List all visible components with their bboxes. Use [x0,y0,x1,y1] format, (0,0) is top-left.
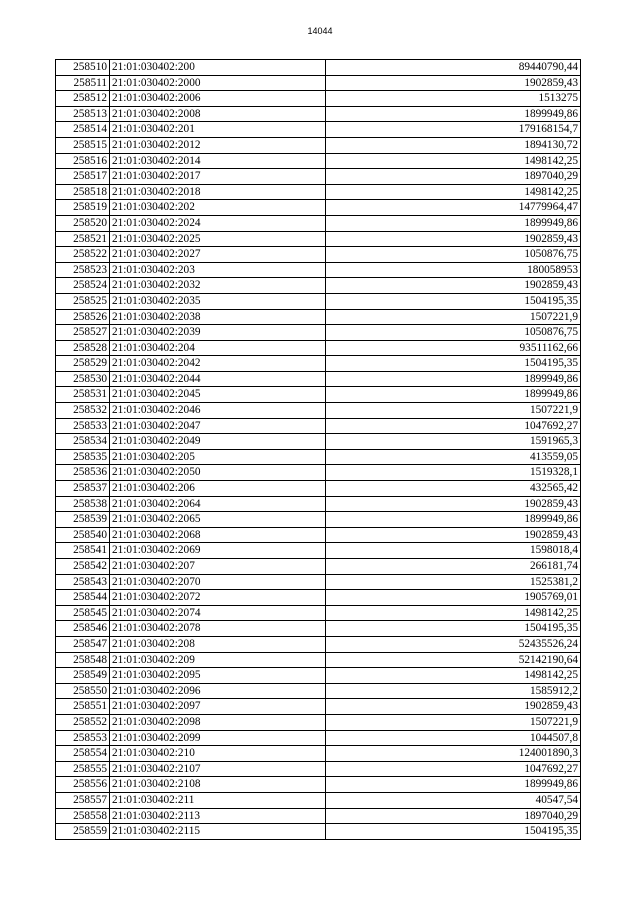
cadastral-value-cell: 1050876,75 [326,325,581,341]
table-row [56,605,581,621]
table-row [56,808,581,824]
table-row [56,262,581,278]
row-number-cell: 258531 [56,387,110,403]
cadastral-number-cell: 21:01:030402:211 [110,792,326,808]
row-number-cell: 258553 [56,730,110,746]
table-row [56,543,581,559]
row-number-cell: 258514 [56,122,110,138]
table-row [56,371,581,387]
cadastral-value-cell: 1519328,1 [326,465,581,481]
row-number-cell: 258551 [56,699,110,715]
cadastral-value-cell: 432565,42 [326,481,581,497]
table-row [56,512,581,528]
row-number-cell: 258541 [56,543,110,559]
row-number-cell: 258524 [56,278,110,294]
row-number-cell: 258528 [56,340,110,356]
cadastral-value-cell: 1513275 [326,91,581,107]
table-row [56,91,581,107]
table-row [56,137,581,153]
cadastral-number-cell: 21:01:030402:2032 [110,278,326,294]
table-row [56,746,581,762]
table-row [56,231,581,247]
cadastral-value-cell: 1504195,35 [326,356,581,372]
row-number-cell: 258558 [56,808,110,824]
cadastral-number-cell: 21:01:030402:2069 [110,543,326,559]
row-number-cell: 258517 [56,169,110,185]
table-row [56,761,581,777]
cadastral-value-table [55,59,581,840]
cadastral-value-cell: 1899949,86 [326,777,581,793]
row-number-cell: 258539 [56,512,110,528]
cadastral-number-cell: 21:01:030402:2107 [110,761,326,777]
cadastral-number-cell: 21:01:030402:2099 [110,730,326,746]
cadastral-value-cell: 1585912,2 [326,683,581,699]
cadastral-number-cell: 21:01:030402:206 [110,481,326,497]
cadastral-value-cell: 52435526,24 [326,636,581,652]
cadastral-value-cell: 180058953 [326,262,581,278]
row-number-cell: 258512 [56,91,110,107]
cadastral-value-cell: 1902859,43 [326,75,581,91]
row-number-cell: 258552 [56,714,110,730]
cadastral-value-cell: 266181,74 [326,559,581,575]
cadastral-number-cell: 21:01:030402:2064 [110,496,326,512]
table-row [56,356,581,372]
row-number-cell: 258537 [56,481,110,497]
row-number-cell: 258534 [56,434,110,450]
cadastral-value-cell: 1498142,25 [326,153,581,169]
row-number-cell: 258525 [56,293,110,309]
cadastral-value-cell: 1899949,86 [326,371,581,387]
row-number-cell: 258510 [56,60,110,76]
cadastral-number-cell: 21:01:030402:208 [110,636,326,652]
row-number-cell: 258532 [56,403,110,419]
table-row [56,340,581,356]
cadastral-number-cell: 21:01:030402:2072 [110,590,326,606]
table-body [56,60,581,840]
row-number-cell: 258516 [56,153,110,169]
cadastral-number-cell: 21:01:030402:2070 [110,574,326,590]
cadastral-number-cell: 21:01:030402:203 [110,262,326,278]
row-number-cell: 258540 [56,527,110,543]
cadastral-number-cell: 21:01:030402:2000 [110,75,326,91]
table-row [56,200,581,216]
row-number-cell: 258515 [56,137,110,153]
cadastral-number-cell: 21:01:030402:2074 [110,605,326,621]
row-number-cell: 258523 [56,262,110,278]
cadastral-value-cell: 1591965,3 [326,434,581,450]
cadastral-number-cell: 21:01:030402:2096 [110,683,326,699]
cadastral-value-cell: 413559,05 [326,449,581,465]
table-row [56,730,581,746]
cadastral-number-cell: 21:01:030402:2044 [110,371,326,387]
cadastral-number-cell: 21:01:030402:207 [110,559,326,575]
cadastral-value-cell: 1507221,9 [326,714,581,730]
cadastral-value-cell: 179168154,7 [326,122,581,138]
cadastral-number-cell: 21:01:030402:202 [110,200,326,216]
cadastral-number-cell: 21:01:030402:2038 [110,309,326,325]
table-row [56,699,581,715]
cadastral-value-cell: 1902859,43 [326,278,581,294]
cadastral-value-cell: 1507221,9 [326,403,581,419]
table-row [56,559,581,575]
cadastral-number-cell: 21:01:030402:2024 [110,215,326,231]
cadastral-number-cell: 21:01:030402:2046 [110,403,326,419]
cadastral-value-cell: 1504195,35 [326,621,581,637]
cadastral-number-cell: 21:01:030402:2097 [110,699,326,715]
cadastral-number-cell: 21:01:030402:210 [110,746,326,762]
cadastral-value-cell: 1498142,25 [326,668,581,684]
table-row [56,309,581,325]
cadastral-number-cell: 21:01:030402:2047 [110,418,326,434]
cadastral-number-cell: 21:01:030402:2098 [110,714,326,730]
row-number-cell: 258545 [56,605,110,621]
cadastral-value-cell: 1525381,2 [326,574,581,590]
table-row [56,621,581,637]
cadastral-value-cell: 52142190,64 [326,652,581,668]
table-row [56,106,581,122]
table-row [56,777,581,793]
table-row [56,325,581,341]
row-number-cell: 258542 [56,559,110,575]
cadastral-number-cell: 21:01:030402:2018 [110,184,326,200]
row-number-cell: 258521 [56,231,110,247]
cadastral-number-cell: 21:01:030402:2025 [110,231,326,247]
row-number-cell: 258538 [56,496,110,512]
table-row [56,278,581,294]
cadastral-value-cell: 40547,54 [326,792,581,808]
table-row [56,75,581,91]
cadastral-value-cell: 1899949,86 [326,387,581,403]
cadastral-number-cell: 21:01:030402:205 [110,449,326,465]
cadastral-value-cell: 1050876,75 [326,247,581,263]
cadastral-value-cell: 1902859,43 [326,527,581,543]
cadastral-number-cell: 21:01:030402:2035 [110,293,326,309]
cadastral-value-cell: 1899949,86 [326,215,581,231]
table-row [56,668,581,684]
table-row [56,153,581,169]
cadastral-number-cell: 21:01:030402:2065 [110,512,326,528]
table-row [56,387,581,403]
cadastral-value-cell: 1598018,4 [326,543,581,559]
cadastral-value-cell: 124001890,3 [326,746,581,762]
row-number-cell: 258533 [56,418,110,434]
cadastral-number-cell: 21:01:030402:2008 [110,106,326,122]
cadastral-number-cell: 21:01:030402:209 [110,652,326,668]
row-number-cell: 258535 [56,449,110,465]
cadastral-value-cell: 1498142,25 [326,605,581,621]
table-row [56,792,581,808]
cadastral-number-cell: 21:01:030402:2108 [110,777,326,793]
row-number-cell: 258527 [56,325,110,341]
row-number-cell: 258544 [56,590,110,606]
cadastral-number-cell: 21:01:030402:2095 [110,668,326,684]
cadastral-value-cell: 1899949,86 [326,106,581,122]
table-row [56,122,581,138]
table-row [56,652,581,668]
row-number-cell: 258555 [56,761,110,777]
row-number-cell: 258536 [56,465,110,481]
cadastral-value-cell: 1504195,35 [326,824,581,840]
table-row [56,683,581,699]
row-number-cell: 258513 [56,106,110,122]
cadastral-value-cell: 1897040,29 [326,169,581,185]
table-row [56,714,581,730]
table-row [56,636,581,652]
table-row [56,465,581,481]
table-row [56,527,581,543]
cadastral-value-cell: 93511162,66 [326,340,581,356]
cadastral-number-cell: 21:01:030402:2113 [110,808,326,824]
cadastral-number-cell: 21:01:030402:2050 [110,465,326,481]
cadastral-value-cell: 14779964,47 [326,200,581,216]
cadastral-value-cell: 1504195,35 [326,293,581,309]
table-row [56,403,581,419]
row-number-cell: 258547 [56,636,110,652]
row-number-cell: 258554 [56,746,110,762]
cadastral-value-cell: 1902859,43 [326,699,581,715]
row-number-cell: 258511 [56,75,110,91]
cadastral-number-cell: 21:01:030402:2078 [110,621,326,637]
table-row [56,449,581,465]
table-row [56,215,581,231]
cadastral-number-cell: 21:01:030402:2014 [110,153,326,169]
cadastral-number-cell: 21:01:030402:2115 [110,824,326,840]
page-number: 14044 [307,26,333,36]
row-number-cell: 258529 [56,356,110,372]
row-number-cell: 258530 [56,371,110,387]
table-row [56,247,581,263]
cadastral-number-cell: 21:01:030402:200 [110,60,326,76]
cadastral-value-cell: 1902859,43 [326,496,581,512]
cadastral-value-cell: 1905769,01 [326,590,581,606]
table-row [56,60,581,76]
table-row [56,169,581,185]
row-number-cell: 258548 [56,652,110,668]
cadastral-number-cell: 21:01:030402:201 [110,122,326,138]
table-row [56,293,581,309]
cadastral-value-cell: 1047692,27 [326,418,581,434]
table-row [56,824,581,840]
table-row [56,481,581,497]
cadastral-number-cell: 21:01:030402:2049 [110,434,326,450]
cadastral-number-cell: 21:01:030402:2045 [110,387,326,403]
cadastral-number-cell: 21:01:030402:2068 [110,527,326,543]
cadastral-value-cell: 1507221,9 [326,309,581,325]
row-number-cell: 258546 [56,621,110,637]
table-row [56,574,581,590]
cadastral-number-cell: 21:01:030402:204 [110,340,326,356]
cadastral-value-cell: 1894130,72 [326,137,581,153]
cadastral-value-cell: 89440790,44 [326,60,581,76]
cadastral-value-cell: 1897040,29 [326,808,581,824]
cadastral-number-cell: 21:01:030402:2039 [110,325,326,341]
cadastral-value-cell: 1498142,25 [326,184,581,200]
row-number-cell: 258522 [56,247,110,263]
row-number-cell: 258518 [56,184,110,200]
cadastral-number-cell: 21:01:030402:2006 [110,91,326,107]
cadastral-value-cell: 1047692,27 [326,761,581,777]
table-row [56,184,581,200]
row-number-cell: 258559 [56,824,110,840]
row-number-cell: 258550 [56,683,110,699]
cadastral-value-cell: 1044507,8 [326,730,581,746]
cadastral-value-cell: 1902859,43 [326,231,581,247]
table-row [56,496,581,512]
row-number-cell: 258543 [56,574,110,590]
row-number-cell: 258557 [56,792,110,808]
row-number-cell: 258519 [56,200,110,216]
cadastral-number-cell: 21:01:030402:2027 [110,247,326,263]
cadastral-number-cell: 21:01:030402:2042 [110,356,326,372]
row-number-cell: 258549 [56,668,110,684]
cadastral-number-cell: 21:01:030402:2012 [110,137,326,153]
cadastral-value-cell: 1899949,86 [326,512,581,528]
row-number-cell: 258526 [56,309,110,325]
row-number-cell: 258520 [56,215,110,231]
table-row [56,418,581,434]
table-row [56,434,581,450]
row-number-cell: 258556 [56,777,110,793]
cadastral-number-cell: 21:01:030402:2017 [110,169,326,185]
table-row [56,590,581,606]
